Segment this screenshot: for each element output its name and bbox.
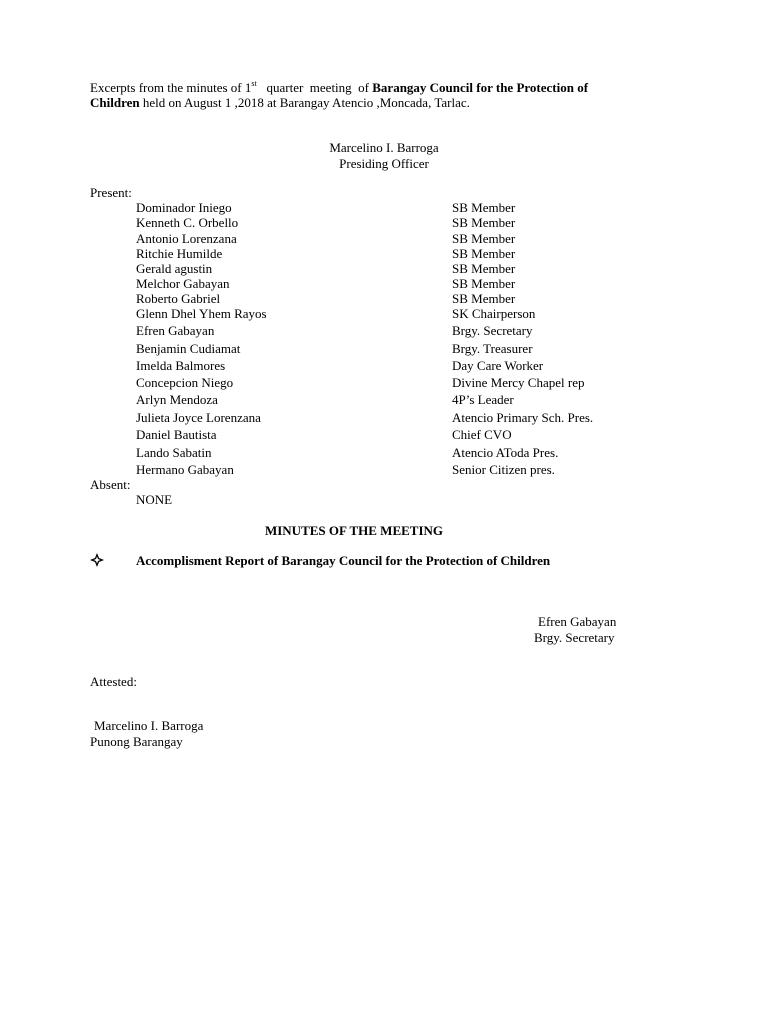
attendee-role: Senior Citizen pres. bbox=[452, 462, 555, 477]
intro-mid: quarter meeting of bbox=[256, 80, 373, 95]
intro-council-name: Barangay Council for the Protection of bbox=[372, 80, 589, 95]
attested-label: Attested: bbox=[90, 674, 137, 689]
attendee-name: Glenn Dhel Yhem Rayos bbox=[136, 306, 267, 321]
presiding-officer-title: Presiding Officer bbox=[339, 156, 429, 171]
attendee-row bbox=[0, 231, 768, 247]
presiding-officer-name: Marcelino I. Barroga bbox=[329, 140, 439, 155]
intro-line-2 bbox=[90, 95, 470, 111]
attendee-role: SB Member bbox=[452, 200, 516, 215]
secretary-title: Brgy. Secretary bbox=[534, 630, 615, 645]
attendee-name: Concepcion Niego bbox=[136, 375, 234, 390]
attendee-role: Brgy. Secretary bbox=[452, 323, 533, 338]
attendee-row bbox=[0, 200, 768, 216]
attendee-row bbox=[0, 410, 768, 426]
attendee-role: Chief CVO bbox=[452, 427, 512, 442]
attendee-name: Roberto Gabriel bbox=[136, 291, 221, 306]
attester-title: Punong Barangay bbox=[90, 734, 183, 749]
attendee-row bbox=[0, 291, 768, 307]
attendee-name: Melchor Gabayan bbox=[136, 276, 230, 291]
secretary-name: Efren Gabayan bbox=[538, 614, 617, 629]
attendee-name: Kenneth C. Orbello bbox=[136, 215, 239, 230]
attendee-role: Brgy. Treasurer bbox=[452, 341, 533, 356]
attendee-name: Julieta Joyce Lorenzana bbox=[136, 410, 261, 425]
attendee-name: Lando Sabatin bbox=[136, 445, 212, 460]
attendee-role: SB Member bbox=[452, 246, 516, 261]
intro-line-1 bbox=[90, 80, 588, 96]
attendee-role: Atencio Primary Sch. Pres. bbox=[452, 410, 594, 425]
attendee-role: SB Member bbox=[452, 261, 516, 276]
attendee-row bbox=[0, 358, 768, 374]
attendee-name: Antonio Lorenzana bbox=[136, 231, 237, 246]
attendee-role: SB Member bbox=[452, 291, 516, 306]
attendee-role: Day Care Worker bbox=[452, 358, 544, 373]
intro-children: Children bbox=[90, 95, 140, 110]
attendee-row bbox=[0, 445, 768, 461]
attendee-role: Divine Mercy Chapel rep bbox=[452, 375, 585, 390]
present-label: Present: bbox=[90, 185, 132, 200]
attendee-role: SB Member bbox=[452, 276, 516, 291]
attendee-name: Arlyn Mendoza bbox=[136, 392, 218, 407]
attendee-role: SB Member bbox=[452, 231, 516, 246]
attendee-name: Daniel Bautista bbox=[136, 427, 217, 442]
agenda-item: Accomplisment Report of Barangay Council for the Protection of Children bbox=[136, 553, 551, 568]
attendee-row bbox=[0, 261, 768, 277]
attendee-row bbox=[0, 462, 768, 478]
diamond-bullet-icon bbox=[90, 553, 104, 567]
attendee-row bbox=[0, 246, 768, 262]
attendee-name: Dominador Iniego bbox=[136, 200, 232, 215]
attendee-name: Efren Gabayan bbox=[136, 323, 215, 338]
attendee-name: Gerald agustin bbox=[136, 261, 213, 276]
intro-prefix: Excerpts from the minutes of 1 bbox=[90, 80, 252, 95]
attendee-name: Imelda Balmores bbox=[136, 358, 226, 373]
attester-name: Marcelino I. Barroga bbox=[94, 718, 204, 733]
intro-superscript: st bbox=[251, 79, 257, 88]
attendee-row bbox=[0, 427, 768, 443]
absent-label: Absent: bbox=[90, 477, 131, 492]
attendee-name: Benjamin Cudiamat bbox=[136, 341, 241, 356]
intro-suffix: held on August 1 ,2018 at Barangay Atencio ,Moncada, Tarlac. bbox=[139, 95, 470, 110]
attendee-row bbox=[0, 306, 768, 322]
attendee-role: 4P’s Leader bbox=[452, 392, 514, 407]
attendee-row bbox=[0, 341, 768, 357]
attendee-row bbox=[0, 392, 768, 408]
attendee-name: Ritchie Humilde bbox=[136, 246, 223, 261]
attendee-role: Atencio AToda Pres. bbox=[452, 445, 559, 460]
attendee-role: SB Member bbox=[452, 215, 516, 230]
attendee-row bbox=[0, 215, 768, 231]
attendee-row bbox=[0, 323, 768, 339]
absent-value: NONE bbox=[136, 492, 173, 507]
attendee-row bbox=[0, 375, 768, 391]
attendee-name: Hermano Gabayan bbox=[136, 462, 234, 477]
attendee-row bbox=[0, 276, 768, 292]
attendee-role: SK Chairperson bbox=[452, 306, 536, 321]
minutes-title: MINUTES OF THE MEETING bbox=[264, 523, 444, 538]
